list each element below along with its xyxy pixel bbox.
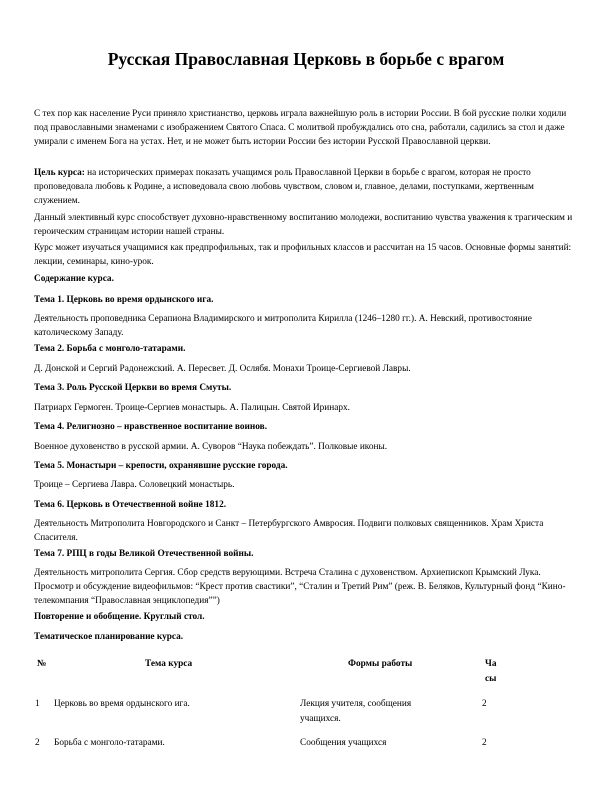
intro-paragraph: С тех пор как население Руси приняло христианство, церковь играла важнейшую роль в истории России. В бой русские полки ходили под православными знаменами с изображением Святого Спаса. С молитвой пробуждались ото сна, работали, садились за стол и даже умирали с именем Бога на устах. Нет, и не может быть истории России без истории Русской Православной церкви. — [34, 109, 567, 147]
topic-2-text: Д. Донской и Сергий Радонежский. А. Пересвет. Д. Ослябя. Монахи Троице-Сергиевой Лавры. — [34, 364, 411, 374]
elective-paragraph: Данный элективный курс способствует духовно-нравственному воспитанию молодежи, воспитанию чувства уважения к трагическим и героическим страницам истории нашей страны. — [34, 213, 573, 237]
table-cell-topic: Борьба с монголо-татарами. — [54, 738, 165, 748]
topic-7-title: Тема 7. РПЦ в годы Великой Отечественной войны. — [34, 549, 254, 559]
topic-6-title: Тема 6. Церковь в Отечественной войне 1812. — [34, 500, 227, 510]
course-goal-text: на исторических примерах показать учащимся роль Православной Церкви в борьбе с врагом, которая не просто проповедовала любовь к Родине, а исповедовала свою любовь чувством, словом и, главное, делами, поступками, жертвенным служением. — [34, 168, 534, 206]
table-cell-hours: 2 — [482, 699, 487, 709]
topic-6-text: Деятельность Митрополита Новгородского и Санкт – Петербургского Амвросия. Подвиги полковых священников. Храм Христа Спасителя. — [34, 519, 544, 543]
review-heading: Повторение и обобщение. Круглый стол. — [34, 612, 205, 622]
topic-4-text: Военное духовенство в русской армии. А. Суворов “Наука побеждать”. Полковые иконы. — [34, 442, 388, 452]
topic-1-title: Тема 1. Церковь во время ордынского ига. — [34, 295, 214, 305]
topic-5-title: Тема 5. Монастыри – крепости, охранявшие русские города. — [34, 461, 288, 471]
table-cell-num: 2 — [35, 738, 40, 748]
table-cell-forms-line1: Сообщения учащихся — [300, 738, 387, 748]
topic-3-title: Тема 3. Роль Русской Церкви во время Смуты. — [34, 383, 232, 393]
course-goal-label: Цель курса: — [34, 168, 85, 178]
course-goal-paragraph — [34, 166, 579, 208]
table-header-hours-line1: Ча — [485, 659, 497, 669]
table-cell-num: 1 — [35, 699, 40, 709]
table-cell-forms-line2: учащихся. — [300, 714, 341, 724]
topic-5-text: Троице – Сергиева Лавра. Соловецкий монастырь. — [34, 480, 235, 490]
document-title: Русская Православная Церковь в борьбе с врагом — [107, 49, 505, 69]
table-header-forms: Формы работы — [348, 659, 413, 669]
table-header-topic: Тема курса — [145, 659, 193, 669]
topic-1-text: Деятельность проповедника Серапиона Владимирского и митрополита Кирилла (1246–1280 гг.). А. Невский, противостояние католическому Западу. — [34, 314, 532, 338]
planning-heading: Тематическое планирование курса. — [34, 632, 184, 642]
table-cell-forms-line1: Лекция учителя, сообщения — [300, 699, 412, 709]
topic-4-title: Тема 4. Религиозно – нравственное воспитание воинов. — [34, 422, 268, 432]
table-cell-hours: 2 — [482, 738, 487, 748]
content-heading: Содержание курса. — [34, 274, 114, 284]
hours-paragraph: Курс может изучаться учащимися как предпрофильных, так и профильных классов и рассчитан на 15 часов. Основные формы занятий: лекции, семинары, кино-урок. — [34, 243, 572, 267]
table-header-num: № — [37, 659, 47, 669]
topic-7-text: Деятельность митрополита Сергия. Сбор средств верующими. Встреча Сталина с духовенством. Архиепископ Крымский Лука. Просмотр и обсуждение видеофильмов: “Крест против свастики”, “Сталин и Третий Рим” (реж. В. Беляков, Культурный фонд “Кино-телекомпания “Православная энциклопедия””) — [34, 568, 566, 606]
topic-3-text: Патриарх Гермоген. Троице-Сергиев монастырь. А. Палицын. Святой Иринарх. — [34, 403, 350, 413]
table-cell-topic: Церковь во время ордынского ига. — [54, 699, 190, 709]
table-header-hours-line2: сы — [485, 674, 497, 684]
topic-2-title: Тема 2. Борьба с монголо-татарами. — [34, 344, 186, 354]
